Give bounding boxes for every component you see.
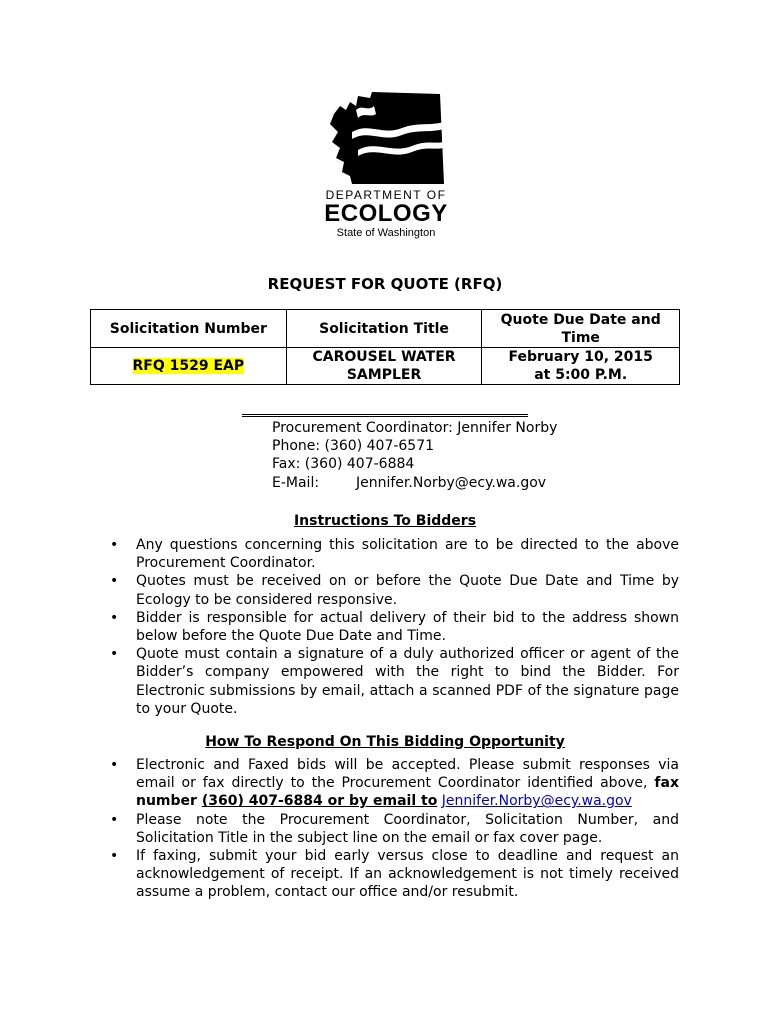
fax-number-text: (360) 407-6884 or by email to: [201, 793, 438, 810]
respond-heading: How To Respond On This Bidding Opportunity: [205, 734, 565, 750]
list-item: • If faxing, submit your bid early versus close to deadline and request an acknowledgement of receipt. If an acknowledgement is not timely received assume a problem, contact our office and/or resubmit.: [136, 847, 679, 902]
respond-item1-text: Electronic and Faxed bids will be accepted. Please submit responses via email or fax directly to the Procurement Coordinator identified above,: [136, 757, 679, 792]
list-item: • Quote must contain a signature of a duly authorized officer or agent of the Bidder’s company empowered with the right to bind the Bidder. For Electronic submissions by email, attach a scanned PDF of the signature page to your Quote.: [136, 645, 679, 718]
list-item: [136, 756, 679, 811]
list-item: • Any questions concerning this solicitation are to be directed to the above Procurement Coordinator.: [136, 536, 679, 572]
email-label: E-Mail:: [272, 474, 320, 491]
table-header-row: [91, 310, 680, 348]
solicitation-table: [90, 309, 680, 385]
fax-line: Fax: (360) 407-6884: [272, 456, 415, 473]
coordinator-line: Procurement Coordinator: Jennifer Norby: [272, 420, 558, 436]
logo-state-text: State of Washington: [336, 227, 436, 239]
phone-line: Phone: (360) 407-6571: [272, 438, 435, 455]
due-date-cell: [482, 348, 680, 385]
fax-number-label: fax number: [136, 775, 679, 810]
washington-state-map-icon: [322, 92, 450, 184]
contact-block: [272, 419, 557, 492]
solicitation-title: CAROUSEL WATER SAMPLER: [286, 348, 482, 385]
list-item: • Bidder is responsible for actual delivery of their bid to the address shown below before the Quote Due Date and Time.: [136, 609, 679, 645]
logo-ecology-text: ECOLOGY: [324, 200, 448, 227]
respond-list: [136, 756, 679, 902]
solicitation-number: RFQ 1529 EAP: [132, 358, 245, 374]
instructions-heading: Instructions To Bidders: [293, 513, 477, 529]
list-item: • Please note the Procurement Coordinator, Solicitation Number, and Solicitation Title in the subject line on the email or fax cover page.: [136, 811, 679, 847]
header-solicitation-title: Solicitation Title: [286, 310, 482, 348]
header-due-date: Quote Due Date and Time: [482, 310, 680, 348]
header-solicitation-number: Solicitation Number: [91, 310, 287, 348]
due-time: at 5:00 P.M.: [534, 367, 628, 383]
due-date: February 10, 2015: [508, 349, 653, 365]
email-link[interactable]: Jennifer.Norby@ecy.wa.gov: [441, 793, 632, 810]
contact-divider: [242, 414, 528, 417]
solicitation-number-cell: [91, 348, 287, 385]
table-row: [91, 348, 680, 385]
email-line: [272, 474, 557, 492]
ecology-logo: [322, 92, 450, 240]
logo-department-text: DEPARTMENT OF: [325, 188, 447, 202]
list-item: • Quotes must be received on or before the Quote Due Date and Time by Ecology to be considered responsive.: [136, 572, 679, 608]
instructions-list: [136, 536, 679, 718]
email-address: Jennifer.Norby@ecy.wa.gov: [356, 474, 547, 491]
page-title: REQUEST FOR QUOTE (RFQ): [267, 275, 503, 293]
